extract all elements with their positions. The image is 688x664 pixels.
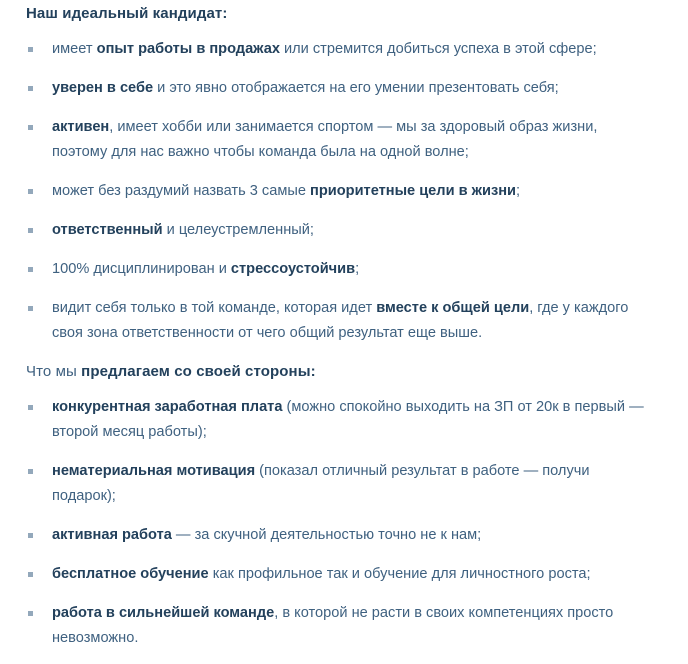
list-item-emphasis: опыт работы в продажах (96, 41, 280, 57)
list-item-emphasis: активная работа (52, 527, 172, 543)
list-item-text: имеет (52, 41, 97, 57)
heading-bold-text: Наш идеальный кандидат: (26, 5, 228, 22)
bullet-square-icon (28, 572, 33, 577)
list-item-emphasis: стрессоустойчив (230, 261, 356, 277)
bullet-square-icon (28, 86, 33, 91)
bullet-square-icon (28, 405, 33, 410)
list-item (26, 296, 644, 346)
list-item (26, 562, 644, 587)
list-item-emphasis: вместе к общей цели (376, 300, 530, 316)
list-item-emphasis: работа в сильнейшей команде (52, 605, 275, 621)
list-item-emphasis: приоритетные цели в жизни (310, 183, 516, 199)
bullet-square-icon (28, 306, 33, 311)
section-spacer (26, 346, 644, 362)
list-item (26, 257, 644, 282)
list-item-text: , имеет хобби или занимается спортом — мы за здоровый образ жизни, поэтому для нас важно чтобы команда была на одной волне; (52, 119, 598, 160)
list-item (26, 459, 644, 509)
list-item-emphasis: активен (52, 119, 110, 135)
list-item-emphasis: нематериальная мотивация (52, 463, 256, 479)
list-item (26, 179, 644, 204)
section-ideal-candidate (26, 4, 644, 346)
list-item-text: — за скучной деятельностью точно не к нам; (171, 527, 482, 543)
list-item-text: и это явно отображается на его умении презентовать себя; (153, 80, 559, 96)
list-item-text: видит себя только в той команде, которая идет (52, 300, 377, 316)
list-item-emphasis: уверен в себе (52, 80, 154, 96)
list-item (26, 523, 644, 548)
list-item (26, 218, 644, 243)
list-item-text: 100% дисциплинирован и (52, 261, 231, 277)
bullet-square-icon (28, 469, 33, 474)
bullet-square-icon (28, 533, 33, 538)
heading-bold-text: предлагаем со своей стороны: (81, 363, 316, 380)
bullet-square-icon (28, 189, 33, 194)
list-item-emphasis: конкурентная заработная плата (52, 399, 283, 415)
page-title (26, 4, 644, 24)
bullet-square-icon (28, 267, 33, 272)
list-item-text: (показал отличный результат в работе — получи подарок); (52, 463, 590, 504)
list-item-text: ; (515, 183, 521, 199)
list-item-text: и целеустремленный; (162, 222, 314, 238)
bullet-square-icon (28, 125, 33, 130)
offers-heading (26, 362, 644, 382)
heading-regular-prefix: Что мы (26, 363, 82, 380)
bullet-square-icon (28, 47, 33, 52)
list-item-text: или стремится добиться успеха в этой сфере; (279, 41, 597, 57)
list-item-text: может без раздумий назвать 3 самые (52, 183, 311, 199)
list-item-emphasis: бесплатное обучение (52, 566, 209, 582)
offers-list (26, 395, 644, 651)
section-what-we-offer (26, 362, 644, 651)
list-item-text: как профильное так и обучение для личностного роста; (208, 566, 591, 582)
list-item-text: , где у каждого своя зона ответственности от чего общий результат еще выше. (52, 300, 629, 341)
list-item (26, 37, 644, 62)
list-item (26, 115, 644, 165)
list-item-text: ; (355, 261, 360, 277)
list-item (26, 395, 644, 445)
list-item (26, 76, 644, 101)
list-item-text: , в которой не расти в своих компетенциях просто невозможно. (52, 605, 614, 646)
list-item-emphasis: ответственный (52, 222, 163, 238)
list-item-text: (можно спокойно выходить на ЗП от 20к в первый — второй месяц работы); (52, 399, 644, 440)
list-item (26, 601, 644, 651)
bullet-square-icon (28, 228, 33, 233)
bullet-square-icon (28, 611, 33, 616)
requirements-list (26, 37, 644, 346)
